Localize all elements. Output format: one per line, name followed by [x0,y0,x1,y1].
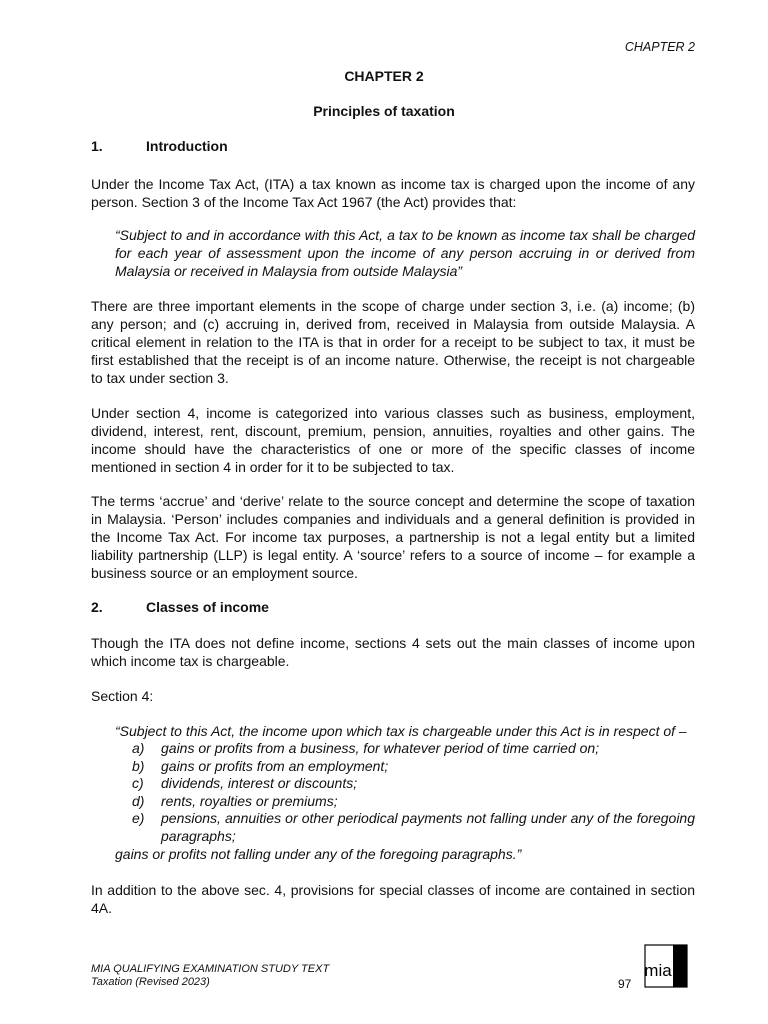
chapter-title: CHAPTER 2 [344,68,424,84]
paragraph-ita-definition: Though the ITA does not define income, sections 4 sets out the main classes of income upon which income tax is chargeable. [91,635,695,669]
list-item: d) rents, royalties or premiums; [132,792,338,809]
mia-logo-icon [644,944,688,988]
heading-number: 2. [91,599,103,615]
running-header: CHAPTER 2 [624,40,695,54]
list-item: a) gains or profits from a business, for whatever period of time carried on; [132,740,600,756]
footer [91,963,329,989]
heading-text: Classes of income [146,599,269,615]
heading-classes-of-income [91,599,269,615]
quote-section-4-tail: gains or profits not falling under any of the foregoing paragraphs.” [115,846,522,862]
income-classes-list [115,740,695,845]
paragraph-section-4-label: Section 4: [91,688,154,704]
page-number: 97 [618,977,632,991]
section-title: Principles of taxation [313,103,455,119]
list-item: b) gains or profits from an employment; [132,757,389,774]
paragraph-section-4: Under section 4, income is categorized into various classes such as business, employment, dividend, interest, rent, discount, premium, pension, annuities, royalties and other gains. The income should have the characteristics of one or more of the specific classes of income mentioned in section 4 in order for it to be subjected to tax. [91,405,695,475]
footer-title: MIA QUALIFYING EXAMINATION STUDY TEXT [91,963,330,975]
footer-subtitle: Taxation (Revised 2023) [91,976,210,988]
paragraph-section-4a: In addition to the above sec. 4, provisions for special classes of income are contained in section 4A. [91,882,695,916]
paragraph-scope-of-charge: There are three important elements in the scope of charge under section 3, i.e. (a) income; (b) any person; and (c) accruing in, derived from, received in Malaysia from outside Malaysia. A critical element in relation to the ITA is that in order for a receipt to be subject to tax, it must be first established that the receipt is of an income nature. Otherwise, the receipt is not chargeable to tax under section 3. [91,298,695,386]
paragraph-ita: Under the Income Tax Act, (ITA) a tax known as income tax is charged upon the income of any person. Section 3 of the Income Tax Act 1967 (the Act) provides that: [91,176,695,210]
list-item: e) pensions, annuities or other periodical payments not falling under any of the foregoing paragraphs; [132,810,695,844]
paragraph-accrue-derive: The terms ‘accrue’ and ‘derive’ relate to the source concept and determine the scope of taxation in Malaysia. ‘Person’ includes companies and individuals and a general definition is provided in the Income Tax Act. For income tax purposes, a partnership is not a legal entity but a limited liability partnership (LLP) is legal entity. A ‘source’ refers to a source of income – for example a business source or an employment source. [91,493,695,581]
logo-text: mia [644,961,672,980]
heading-introduction [91,138,228,154]
heading-text: Introduction [146,138,228,154]
list-item: c) dividends, interest or discounts; [132,775,358,791]
quote-section-3: “Subject to and in accordance with this Act, a tax to be known as income tax shall be charged for each year of assessment upon the income of any person accruing in or derived from Malaysia or received in Malaysia from outside Malaysia” [115,227,695,279]
quote-section-4-intro: “Subject to this Act, the income upon which tax is chargeable under this Act is in respect of – [115,723,687,739]
heading-number: 1. [91,138,103,154]
